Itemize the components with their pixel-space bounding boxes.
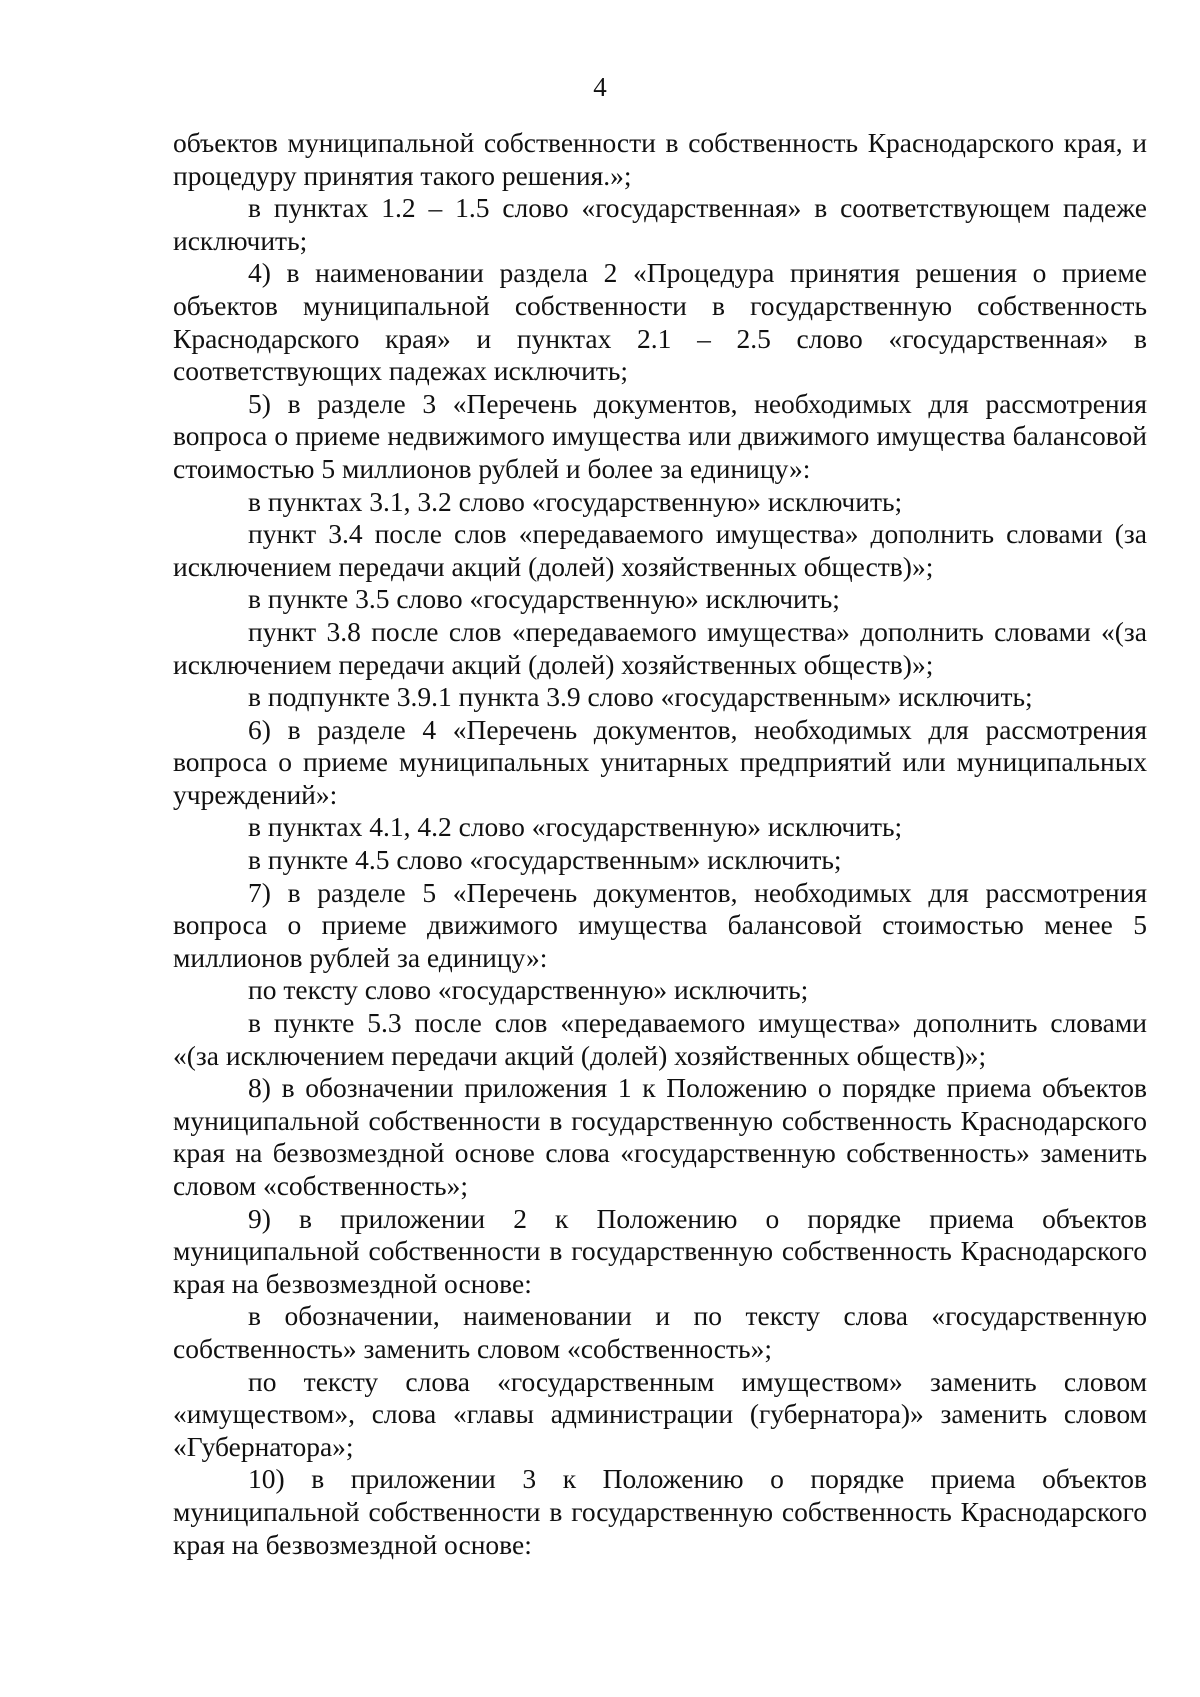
document-body [173, 127, 1147, 1561]
paragraph: в подпункте 3.9.1 пункта 3.9 слово «государственным» исключить; [248, 681, 1033, 713]
paragraph: в пункте 5.3 после слов «передаваемого имущества» дополнить словами «(за исключением передачи акций (долей) хозяйственных обществ)»; [173, 1007, 1147, 1071]
paragraph: 10) в приложении 3 к Положению о порядке приема объектов муниципальной собственности в государственную собственность Краснодарского края на безвозмездной основе: [173, 1463, 1147, 1560]
paragraph: 8) в обозначении приложения 1 к Положению о порядке приема объектов муниципальной собственности в государственную собственность Краснодарского края на безвозмездной основе слова «государственную собственность» заменить словом «собственность»; [173, 1072, 1147, 1201]
paragraph: 5) в разделе 3 «Перечень документов, необходимых для рассмотрения вопроса о приеме недвижимого имущества или движимого имущества балансовой стоимостью 5 миллионов рублей и более за единицу»: [173, 387, 1147, 484]
paragraph: в обозначении, наименовании и по тексту слова «государственную собственность» заменить словом «собственность»; [173, 1300, 1147, 1364]
paragraph: в пункте 4.5 слово «государственным» исключить; [248, 844, 842, 876]
paragraph: в пункте 3.5 слово «государственную» исключить; [248, 583, 840, 615]
paragraph: по тексту слова «государственным имуществом» заменить словом «имуществом», слова «главы администрации (губернатора)» заменить словом «Губернатора»; [173, 1365, 1147, 1462]
paragraph: 4) в наименовании раздела 2 «Процедура принятия решения о приеме объектов муниципальной собственности в государственную собственность Краснодарского края» и пунктах 2.1 – 2.5 слово «государственная» в соответствующих падежах исключить; [173, 257, 1147, 387]
paragraph: объектов муниципальной собственности в собственность Краснодарского края, и процедуру принятия такого решения.»; [173, 127, 1147, 191]
paragraph: 7) в разделе 5 «Перечень документов, необходимых для рассмотрения вопроса о приеме движимого имущества балансовой стоимостью менее 5 миллионов рублей за единицу»: [173, 876, 1147, 973]
paragraph: пункт 3.4 после слов «передаваемого имущества» дополнить словами (за исключением передачи акций (долей) хозяйственных обществ)»; [173, 518, 1147, 582]
paragraph: в пунктах 3.1, 3.2 слово «государственную» исключить; [248, 485, 903, 517]
paragraph: 6) в разделе 4 «Перечень документов, необходимых для рассмотрения вопроса о приеме муниципальных унитарных предприятий или муниципальных учреждений»: [173, 713, 1147, 810]
page-number: 4 [593, 72, 607, 102]
paragraph: в пунктах 1.2 – 1.5 слово «государственная» в соответствующем падеже исключить; [173, 192, 1147, 256]
paragraph: по тексту слово «государственную» исключить; [248, 974, 809, 1006]
paragraph: 9) в приложении 2 к Положению о порядке приема объектов муниципальной собственности в государственную собственность Краснодарского края на безвозмездной основе: [173, 1202, 1147, 1299]
paragraph: в пунктах 4.1, 4.2 слово «государственную» исключить; [248, 811, 903, 843]
paragraph: пункт 3.8 после слов «передаваемого имущества» дополнить словами «(за исключением передачи акций (долей) хозяйственных обществ)»; [173, 615, 1147, 680]
